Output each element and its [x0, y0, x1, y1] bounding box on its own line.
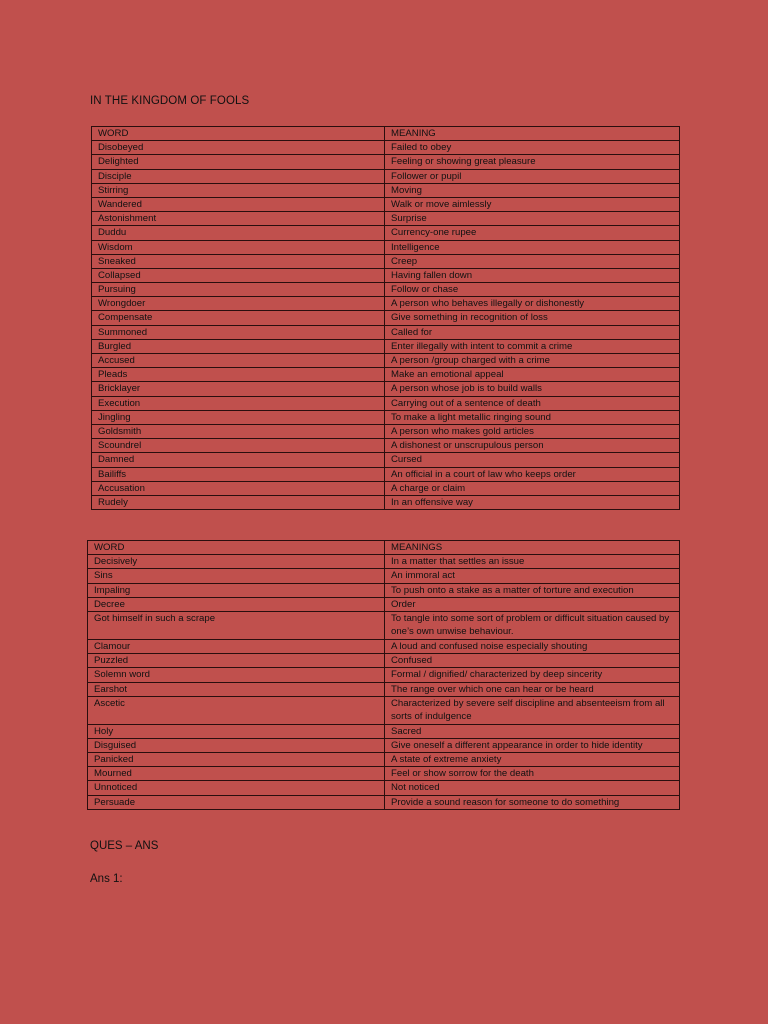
table-row [92, 495, 680, 509]
meaning-cell: Provide a sound reason for someone to do something [385, 795, 680, 809]
table-row [92, 183, 680, 197]
meaning-cell: Order [385, 597, 680, 611]
vocabulary-table-2 [87, 540, 680, 810]
table-row [92, 268, 680, 282]
word-cell: Mourned [88, 767, 385, 781]
table-row [92, 382, 680, 396]
word-cell: Sins [88, 569, 385, 583]
table-row [92, 467, 680, 481]
meaning-cell: Creep [385, 254, 680, 268]
word-cell: Accusation [92, 481, 385, 495]
table-row [92, 354, 680, 368]
meaning-cell: Failed to obey [385, 141, 680, 155]
table-row [92, 155, 680, 169]
word-cell: Goldsmith [92, 424, 385, 438]
meaning-cell: Carrying out of a sentence of death [385, 396, 680, 410]
meaning-cell: Make an emotional appeal [385, 368, 680, 382]
table-row [92, 311, 680, 325]
table-row [88, 569, 680, 583]
word-cell: Unnoticed [88, 781, 385, 795]
word-cell: Ascetic [88, 696, 385, 724]
meaning-cell: A charge or claim [385, 481, 680, 495]
page-title: IN THE KINGDOM OF FOOLS [90, 95, 250, 107]
table-row [88, 555, 680, 569]
table-row [92, 240, 680, 254]
table-row [88, 724, 680, 738]
word-cell: Puzzled [88, 654, 385, 668]
word-cell: Panicked [88, 753, 385, 767]
meaning-cell: Feeling or showing great pleasure [385, 155, 680, 169]
meaning-cell: A state of extreme anxiety [385, 753, 680, 767]
meaning-cell: Follow or chase [385, 283, 680, 297]
word-cell: Persuade [88, 795, 385, 809]
word-cell: Clamour [88, 639, 385, 653]
word-cell: Impaling [88, 583, 385, 597]
meaning-cell: In a matter that settles an issue [385, 555, 680, 569]
meaning-cell: To make a light metallic ringing sound [385, 410, 680, 424]
table-row [92, 212, 680, 226]
word-cell: Decree [88, 597, 385, 611]
table-row [88, 753, 680, 767]
table-row [92, 439, 680, 453]
word-cell: Pursuing [92, 283, 385, 297]
answer-label: Ans 1: [90, 873, 123, 885]
word-cell: Summoned [92, 325, 385, 339]
table-row [92, 481, 680, 495]
meaning-cell: Currency-one rupee [385, 226, 680, 240]
table-row [88, 583, 680, 597]
table-row [92, 226, 680, 240]
word-cell: Rudely [92, 495, 385, 509]
meaning-cell: An official in a court of law who keeps order [385, 467, 680, 481]
table-row [92, 283, 680, 297]
table-row [88, 781, 680, 795]
section-heading: QUES – ANS [90, 840, 159, 852]
meaning-cell: A person whose job is to build walls [385, 382, 680, 396]
word-cell: Pleads [92, 368, 385, 382]
word-cell: Duddu [92, 226, 385, 240]
meaning-cell: The range over which one can hear or be heard [385, 682, 680, 696]
meaning-cell: Cursed [385, 453, 680, 467]
table-row [88, 696, 680, 724]
word-cell: Collapsed [92, 268, 385, 282]
word-cell: Scoundrel [92, 439, 385, 453]
word-cell: Stirring [92, 183, 385, 197]
meaning-cell: To push onto a stake as a matter of torture and execution [385, 583, 680, 597]
table-row [88, 795, 680, 809]
word-cell: Astonishment [92, 212, 385, 226]
word-cell: Execution [92, 396, 385, 410]
word-cell: Sneaked [92, 254, 385, 268]
meaning-cell: Follower or pupil [385, 169, 680, 183]
meaning-cell: Feel or show sorrow for the death [385, 767, 680, 781]
word-cell: Wandered [92, 197, 385, 211]
word-cell: Delighted [92, 155, 385, 169]
table-row [92, 141, 680, 155]
column-header-word: WORD [92, 127, 385, 141]
word-cell: Disobeyed [92, 141, 385, 155]
table-row [88, 639, 680, 653]
word-cell: Bailiffs [92, 467, 385, 481]
word-cell: Jingling [92, 410, 385, 424]
meaning-cell: Characterized by severe self discipline and absenteeism from all sorts of indulgence [385, 696, 680, 724]
column-header-word: WORD [88, 541, 385, 555]
table-row [92, 254, 680, 268]
word-cell: Got himself in such a scrape [88, 611, 385, 639]
table-row [88, 767, 680, 781]
meaning-cell: Confused [385, 654, 680, 668]
word-cell: Wisdom [92, 240, 385, 254]
meaning-cell: Moving [385, 183, 680, 197]
word-cell: Burgled [92, 339, 385, 353]
meaning-cell: Formal / dignified/ characterized by deep sincerity [385, 668, 680, 682]
meaning-cell: Give something in recognition of loss [385, 311, 680, 325]
meaning-cell: A person /group charged with a crime [385, 354, 680, 368]
meaning-cell: Walk or move aimlessly [385, 197, 680, 211]
table-row [92, 297, 680, 311]
table-row [88, 668, 680, 682]
table-row [92, 325, 680, 339]
table-row [92, 396, 680, 410]
table-header-row [92, 127, 680, 141]
meaning-cell: Sacred [385, 724, 680, 738]
word-cell: Wrongdoer [92, 297, 385, 311]
vocabulary-table-1 [91, 126, 680, 510]
word-cell: Earshot [88, 682, 385, 696]
meaning-cell: A person who makes gold articles [385, 424, 680, 438]
table-row [88, 738, 680, 752]
table-row [88, 654, 680, 668]
meaning-cell: Having fallen down [385, 268, 680, 282]
meaning-cell: An immoral act [385, 569, 680, 583]
column-header-meaning: MEANINGS [385, 541, 680, 555]
meaning-cell: Called for [385, 325, 680, 339]
meaning-cell: To tangle into some sort of problem or difficult situation caused by one’s own unwise behaviour. [385, 611, 680, 639]
table-row [92, 410, 680, 424]
table-row [88, 611, 680, 639]
word-cell: Holy [88, 724, 385, 738]
table-row [88, 597, 680, 611]
meaning-cell: A loud and confused noise especially shouting [385, 639, 680, 653]
table-row [92, 197, 680, 211]
word-cell: Solemn word [88, 668, 385, 682]
table-row [92, 453, 680, 467]
meaning-cell: Not noticed [385, 781, 680, 795]
table-row [92, 424, 680, 438]
meaning-cell: Give oneself a different appearance in order to hide identity [385, 738, 680, 752]
word-cell: Disciple [92, 169, 385, 183]
word-cell: Decisively [88, 555, 385, 569]
meaning-cell: A dishonest or unscrupulous person [385, 439, 680, 453]
word-cell: Compensate [92, 311, 385, 325]
meaning-cell: In an offensive way [385, 495, 680, 509]
table-row [88, 682, 680, 696]
table-header-row [88, 541, 680, 555]
meaning-cell: Intelligence [385, 240, 680, 254]
table-row [92, 368, 680, 382]
word-cell: Damned [92, 453, 385, 467]
table-row [92, 339, 680, 353]
meaning-cell: A person who behaves illegally or dishonestly [385, 297, 680, 311]
meaning-cell: Surprise [385, 212, 680, 226]
table-row [92, 169, 680, 183]
word-cell: Disguised [88, 738, 385, 752]
word-cell: Accused [92, 354, 385, 368]
meaning-cell: Enter illegally with intent to commit a crime [385, 339, 680, 353]
column-header-meaning: MEANING [385, 127, 680, 141]
word-cell: Bricklayer [92, 382, 385, 396]
